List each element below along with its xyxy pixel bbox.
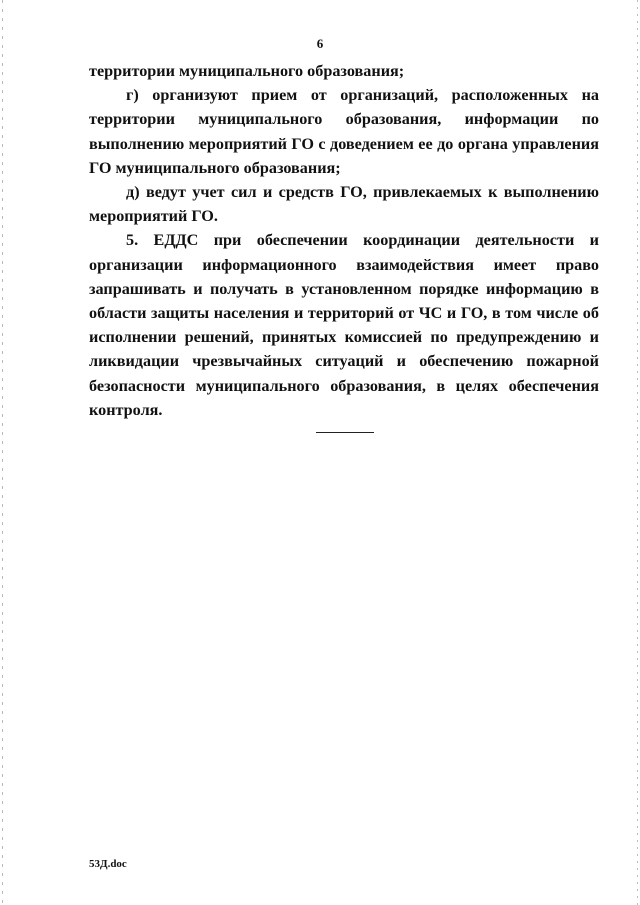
document-body: [89, 59, 599, 422]
page-number: 6: [316, 36, 324, 51]
scan-edge-left: [2, 0, 3, 905]
end-divider-line: [316, 432, 374, 433]
scan-edge-right: [637, 0, 638, 905]
footer-filename: 53Д.doc: [89, 858, 127, 870]
paragraph-continuation: территории муниципального образования;: [89, 62, 405, 80]
paragraph-item-d: д) ведут учет сил и средств ГО, привлекаемых к выполнению мероприятий ГО.: [89, 183, 599, 226]
paragraph-section-5: 5. ЕДДС при обеспечении координации деятельности и организации информационного взаимодействия имеет право запрашивать и получать в установленном порядке информацию в области защиты населения и территорий от ЧС и ГО, в том числе об исполнении решений, принятых комиссией по предупреждению и ликвидации чрезвычайных ситуаций и обеспечению пожарной безопасности муниципального образования, в целях обеспечения контроля.: [89, 231, 599, 419]
paragraph-item-g: г) организуют прием от организаций, расположенных на территории муниципального образования, информации по выполнению мероприятий ГО с доведением ее до органа управления ГО муниципального образования;: [89, 86, 599, 177]
